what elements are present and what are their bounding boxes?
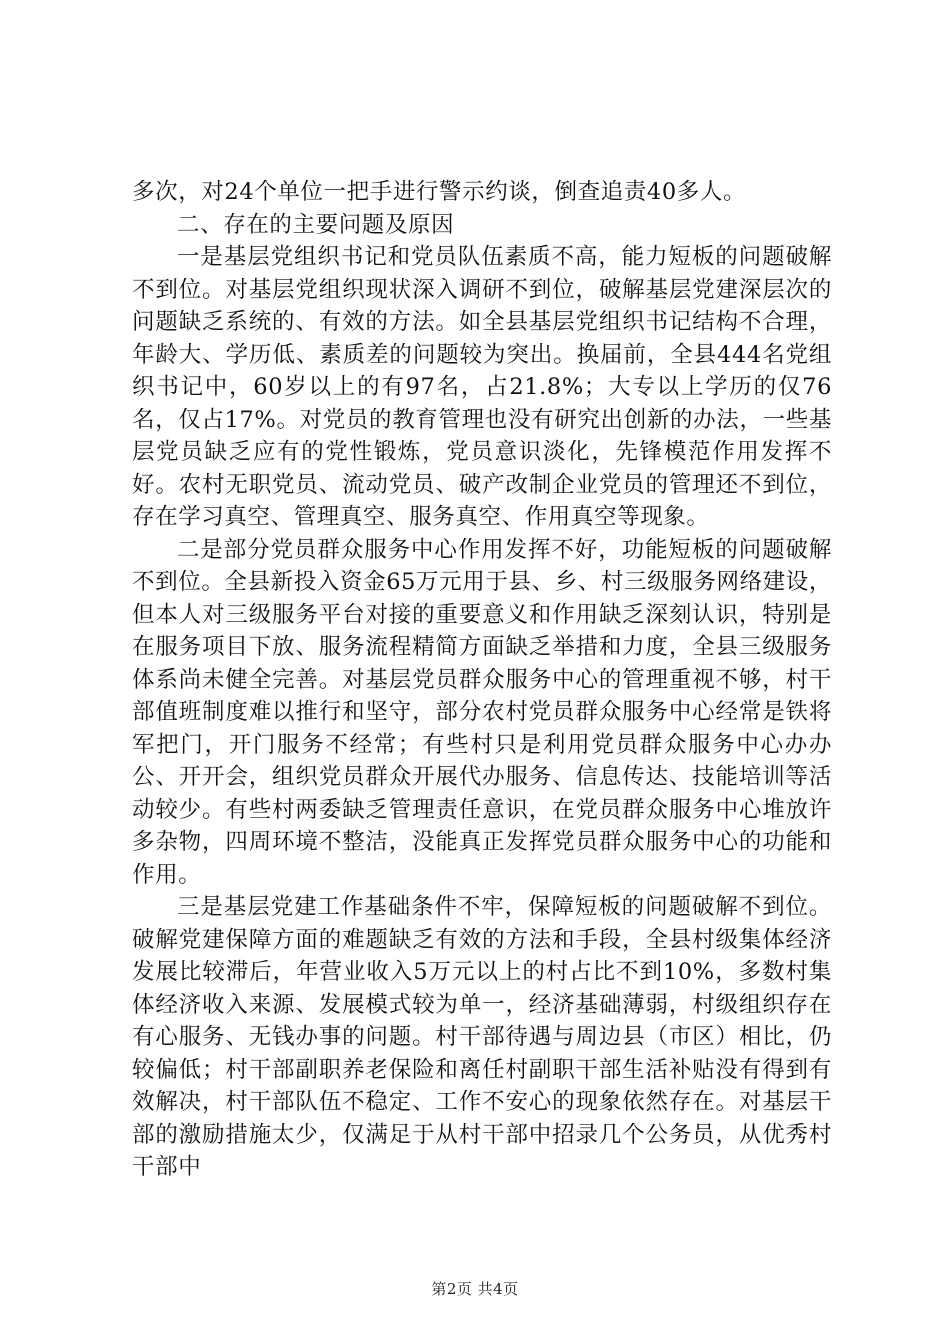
- paragraph-1: 一是基层党组织书记和党员队伍素质不高，能力短板的问题破解不到位。对基层党组织现状深入调研不到位，破解基层党建深层次的问题缺乏系统的、有效的方法。如全县基层党组织书记结构不合理，年龄大、学历低、素质差的问题较为突出。换届前，全县444名党组织书记中，60岁以上的有97名，占21.8%；大专以上学历的仅76名，仅占17%。对党员的教育管理也没有研究出创新的办法，一些基层党员缺乏应有的党性锻炼，党员意识淡化，先锋模范作用发挥不好。农村无职党员、流动党员、破产改制企业党员的管理还不到位，存在学习真空、管理真空、服务真空、作用真空等现象。: [132, 244, 832, 530]
- paragraph-2: 二是部分党员群众服务中心作用发挥不好，功能短板的问题破解不到位。全县新投入资金65万元用于县、乡、村三级服务网络建设，但本人对三级服务平台对接的重要意义和作用缺乏深刻认识，特别是在服务项目下放、服务流程精简方面缺乏举措和力度，全县三级服务体系尚未健全完善。对基层党员群众服务中心的管理重视不够，村干部值班制度难以推行和坚守，部分农村党员群众服务中心经常是铁将军把门，开门服务不经常；有些村只是利用党员群众服务中心办办公、开开会，组织党员群众开展代办服务、信息传达、技能培训等活动较少。有些村两委缺乏管理责任意识，在党员群众服务中心堆放许多杂物，四周环境不整洁，没能真正发挥党员群众服务中心的功能和作用。: [132, 536, 832, 888]
- document-body: [132, 176, 832, 1184]
- section-heading: 二、存在的主要问题及原因: [177, 211, 455, 238]
- paragraph-continuation: 多次，对24个单位一把手进行警示约谈，倒查追责40多人。: [132, 179, 747, 205]
- page-number-footer: 第2页 共4页: [431, 1280, 519, 1298]
- paragraph-3: 三是基层党建工作基础条件不牢，保障短板的问题破解不到位。破解党建保障方面的难题缺乏有效的方法和手段，全县村级集体经济发展比较滞后，年营业收入5万元以上的村占比不到10%，多数村集体经济收入来源、发展模式较为单一，经济基础薄弱，村级组织存在有心服务、无钱办事的问题。村干部待遇与周边县（市区）相比，仍较偏低；村干部副职养老保险和离任村副职干部生活补贴没有得到有效解决，村干部队伍不稳定、工作不安心的现象依然存在。对基层干部的激励措施太少，仅满足于从村干部中招录几个公务员，从优秀村干部中: [132, 894, 832, 1180]
